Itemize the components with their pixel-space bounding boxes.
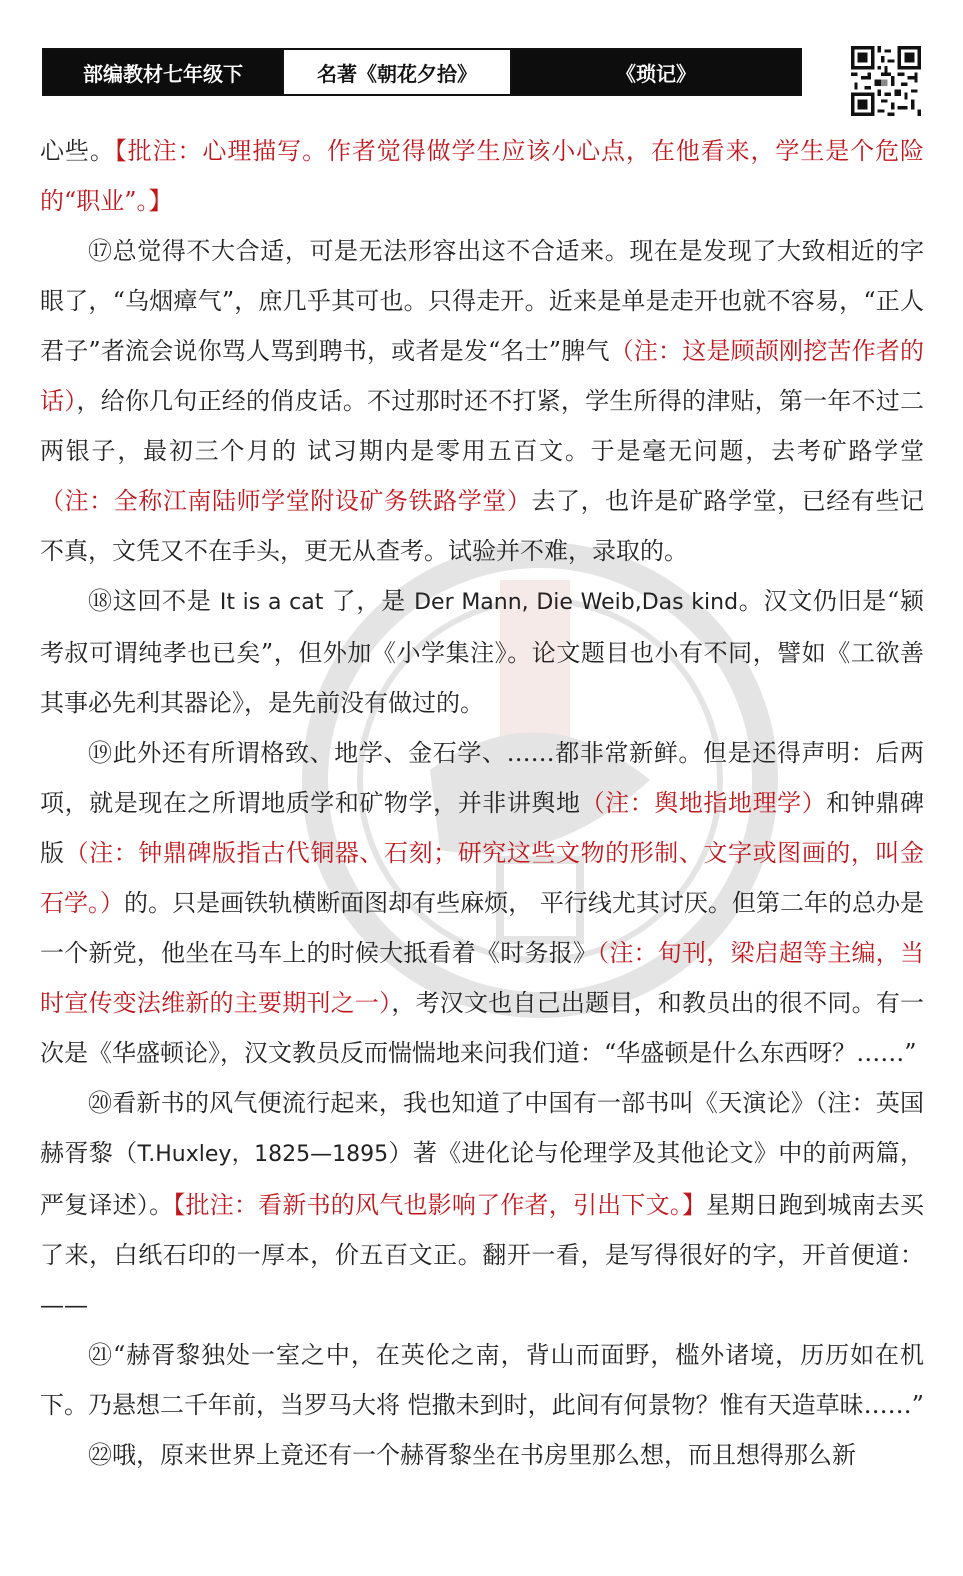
paragraph-17	[40, 226, 924, 576]
paragraph-19	[40, 728, 924, 1078]
annotation: （注：舆地指地理学）	[580, 789, 827, 817]
body-text: 去了，也许是矿路学堂，已经有些记不真，文凭又不在手头，更无从查考。试验并不难，录取的。	[40, 487, 925, 565]
annotation: （注：旬刊，梁启超等主编，当时宣传变法维新的主要期刊之一）	[40, 939, 924, 1017]
paragraph-21	[40, 1330, 924, 1430]
body-text: ）著《进化论与伦理学及其他论文》中的前两篇，严复译述）。	[40, 1139, 924, 1219]
body-text: ，考汉文也自己出题目，和教员出的很不同。有一次是《华盛顿论》，汉文教员反而惴惴地来问我们道：“华盛顿是什么东西呀？……”	[40, 989, 925, 1067]
qr-code-icon	[850, 46, 922, 116]
paragraph-22	[40, 1430, 924, 1480]
foreign-text: T.Huxley，1825—1895	[137, 1142, 389, 1167]
body-text: 心些。	[40, 137, 115, 165]
foreign-text: Der Mann, Die Weib,Das kind	[414, 590, 739, 615]
paragraph-20	[40, 1078, 924, 1330]
body-text: ⑲此外还有所谓格致、地学、金石学、……都非常新鲜。但是还得声明：后两项，就是现在之所谓地质学和矿物学，并非讲舆地	[40, 739, 924, 817]
body-text: ㉒哦，原来世界上竟还有一个赫胥黎坐在书房里那么想，而且想得那么新	[88, 1441, 856, 1469]
annotation: 【批注：心理描写。作者觉得做学生应该小心点，在他看来，学生是个危险的“职业”。】	[40, 137, 925, 215]
header-bar	[42, 48, 802, 96]
body-text: ⑳看新书的风气便流行起来，我也知道了中国有一部书叫《天演论》（注：英国赫胥黎（	[40, 1089, 924, 1167]
body-text: 了，是	[323, 587, 415, 615]
body-text: 。汉文仍旧是“颍考叔可谓纯孝也已矣”，但外加《小学集注》。论文题目也小有不同，譬如《工欲善其事必先利其器论》，是先前没有做过的。	[40, 587, 924, 717]
document-body	[40, 126, 924, 1480]
annotation: （注：钟鼎碑版指古代铜器、石刻；研究这些文物的形制、文字或图画的，叫金石学。）	[40, 839, 925, 917]
body-text: 的。只是画铁轨横断面图却有些麻烦， 平行线尤其讨厌。但第二年的总办是一个新党，他坐在马车上的时候大抵看着《时务报》	[40, 889, 924, 967]
body-text: ⑰总觉得不大合适，可是无法形容出这不合适来。现在是发现了大致相近的字眼了，“乌烟瘴气”，庶几乎其可也。只得走开。近来是单是走开也就不容易，“正人君子”者流会说你骂人骂到聘书，或者是发“名士”脾气	[40, 237, 924, 365]
body-text: 和钟鼎碑版	[40, 789, 925, 867]
book-title: 名著《朝花夕拾》	[282, 50, 512, 94]
paragraph-continuation	[40, 126, 924, 226]
paragraph-18	[40, 576, 924, 728]
body-text: 星期日跑到城南去买了来，白纸石印的一厚本，价五百文正。翻开一看，是写得很好的字，开首便道：——	[40, 1191, 925, 1319]
annotation: （注：这是顾颉刚挖苦作者的话）	[40, 337, 925, 415]
body-text: ⑱这回不是	[88, 587, 220, 615]
body-text: ㉑“赫胥黎独处一室之中，在英伦之南，背山而面野，槛外诸境，历历如在机下。乃悬想二千年前，当罗马大将 恺撒未到时，此间有何景物？惟有天造草昧……”	[40, 1341, 924, 1419]
annotation: （注：全称江南陆师学堂附设矿务铁路学堂）	[40, 487, 532, 515]
annotation: 【批注：看新书的风气也影响了作者，引出下文。】	[173, 1191, 707, 1219]
chapter-title: 《琐记》	[512, 50, 800, 94]
body-text: ，给你几句正经的俏皮话。不过那时还不打紧，学生所得的津贴，第一年不过二两银子，最初三个月的 试习期内是零用五百文。于是毫无问题，去考矿路学堂	[40, 387, 925, 465]
grade-label: 部编教材七年级下	[44, 50, 282, 94]
foreign-text: It is a cat	[219, 590, 324, 615]
